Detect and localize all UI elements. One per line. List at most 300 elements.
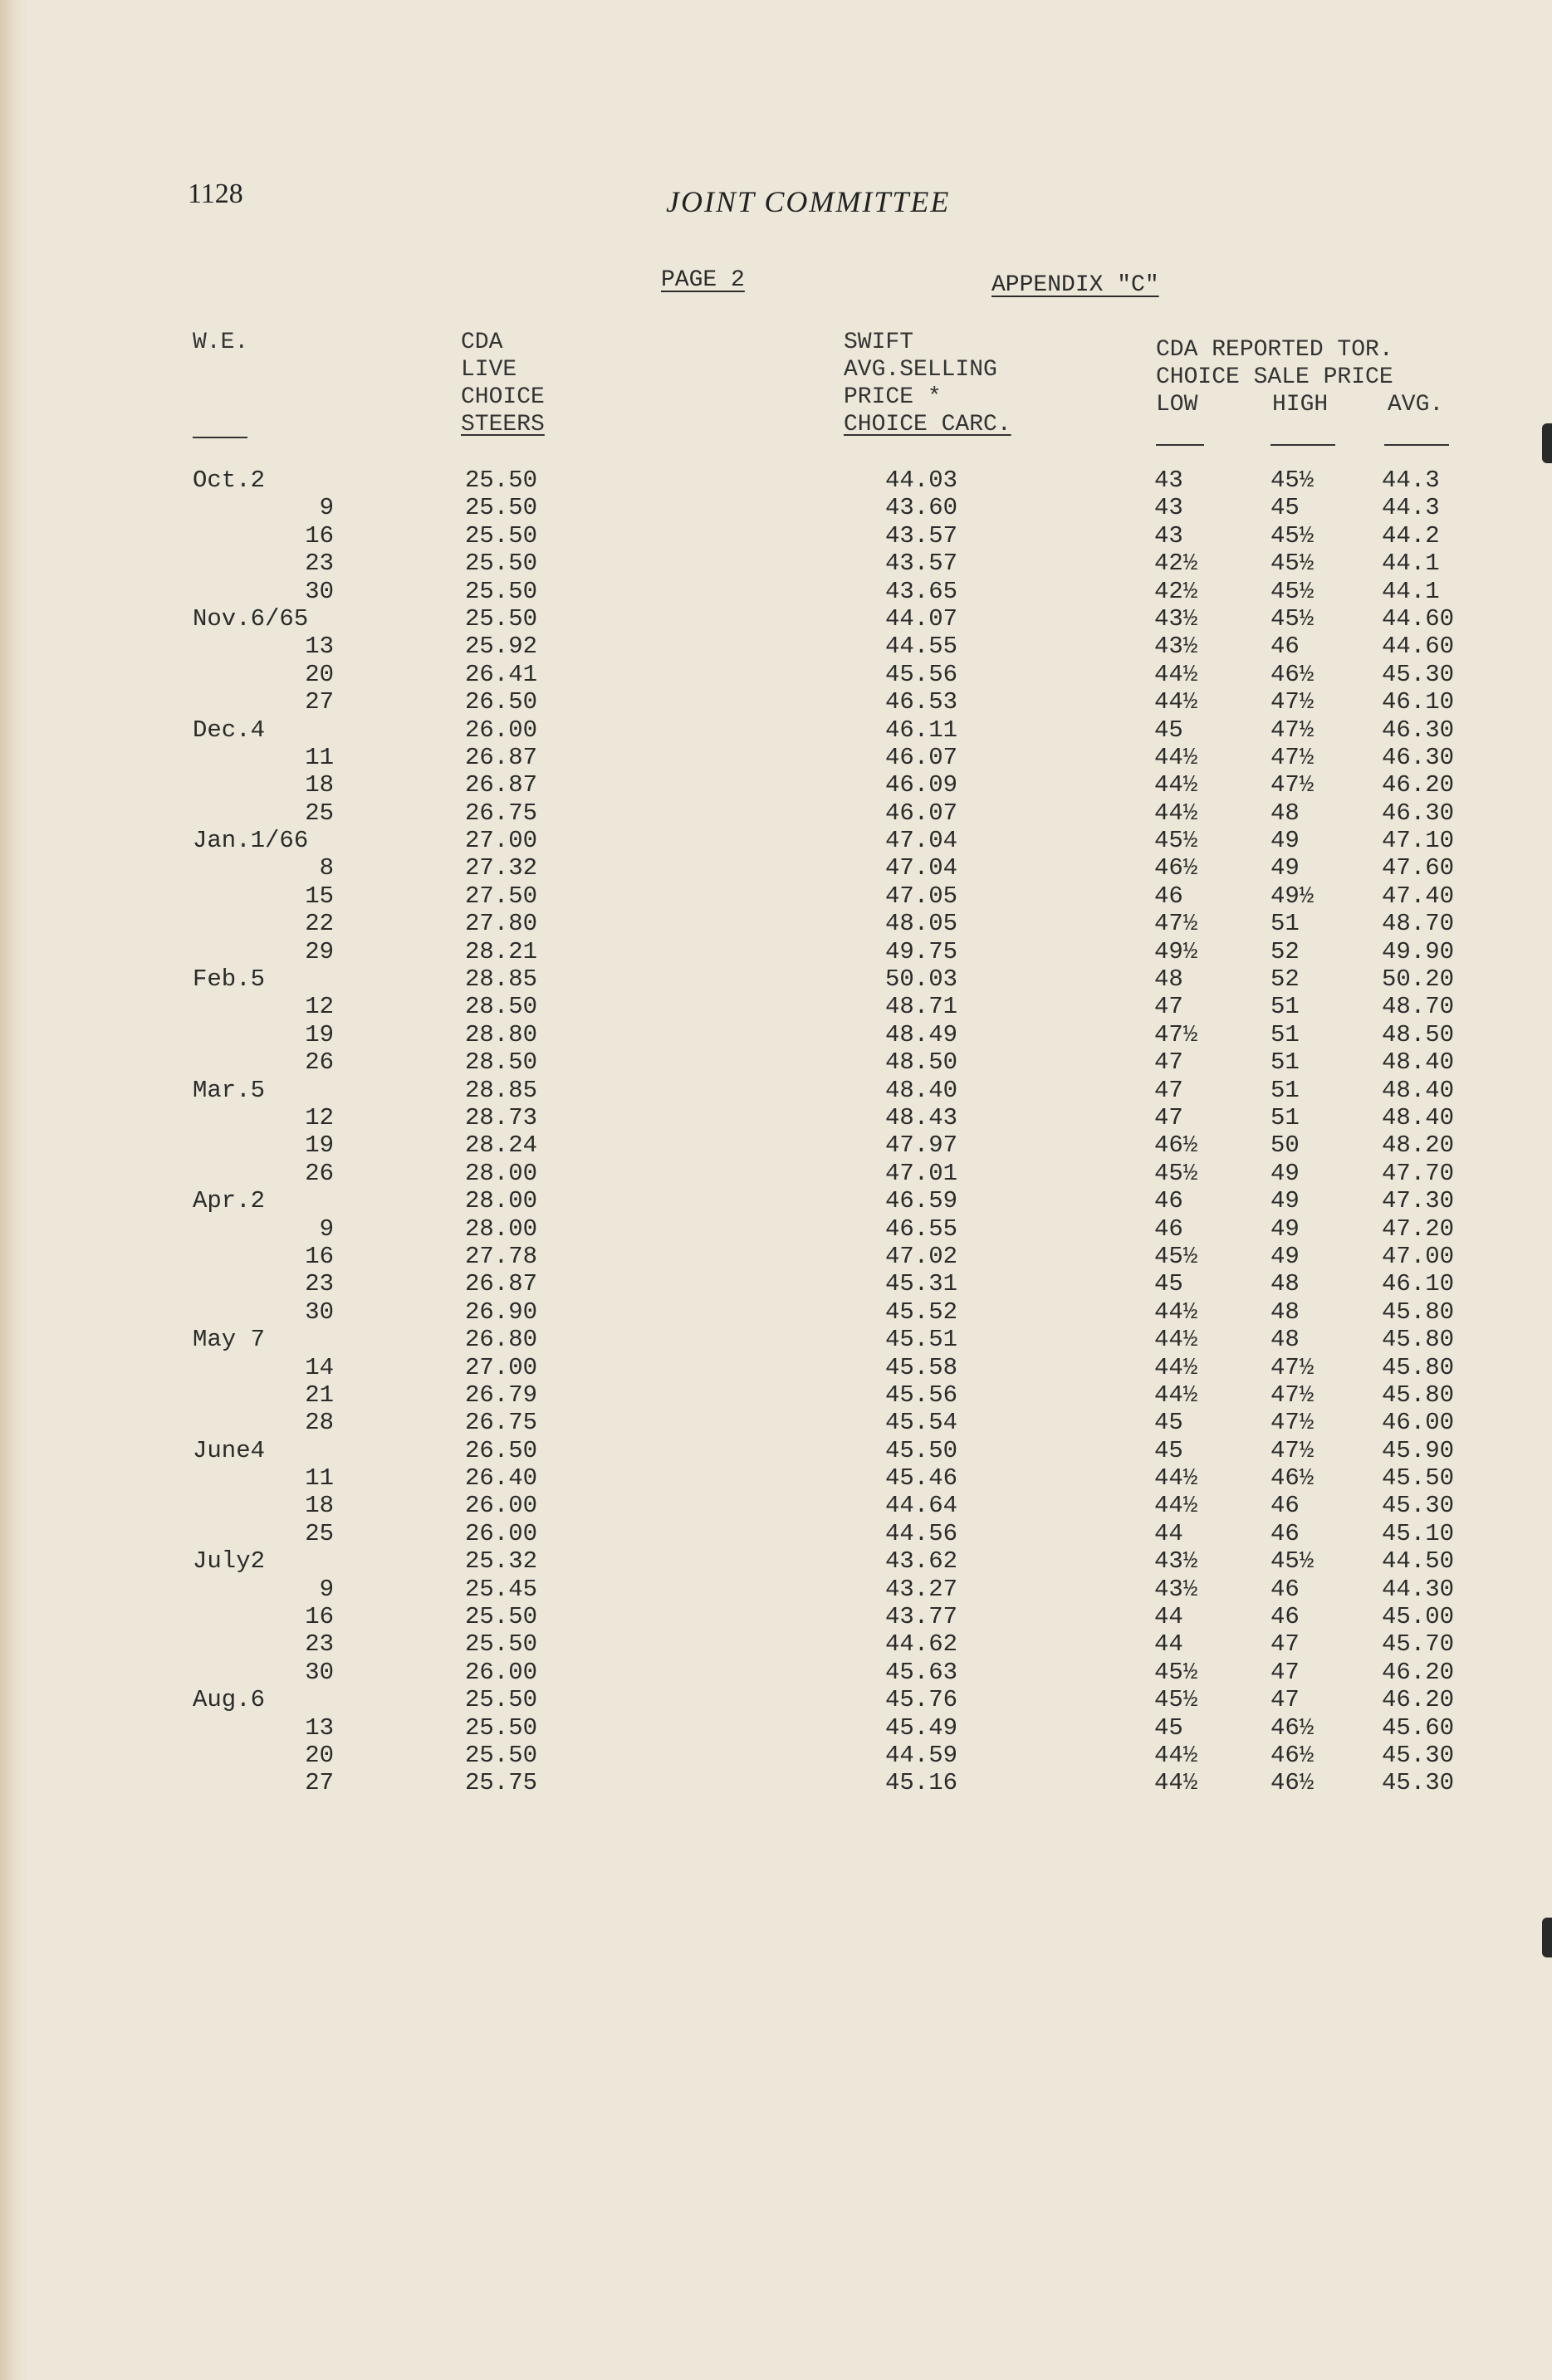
cell-low: 44½ bbox=[1154, 1741, 1198, 1769]
cell-cda: 26.00 bbox=[465, 716, 538, 744]
cell-we: 16 bbox=[305, 1603, 334, 1631]
cell-cda: 25.50 bbox=[465, 521, 538, 550]
cell-swift: 45.76 bbox=[885, 1686, 958, 1714]
cell-high: 47½ bbox=[1270, 743, 1315, 771]
table-row bbox=[0, 1104, 1552, 1131]
cell-swift: 45.63 bbox=[885, 1658, 958, 1686]
cell-cda: 26.40 bbox=[465, 1464, 538, 1493]
cell-high: 47½ bbox=[1270, 688, 1315, 716]
cell-swift: 48.71 bbox=[885, 993, 958, 1021]
cell-cda: 25.50 bbox=[465, 1686, 538, 1714]
table-row bbox=[0, 1160, 1552, 1187]
cell-swift: 45.54 bbox=[885, 1409, 958, 1437]
cell-cda: 25.45 bbox=[465, 1575, 538, 1603]
table-row bbox=[0, 1131, 1552, 1159]
table-row bbox=[0, 1243, 1552, 1270]
cell-cda: 25.50 bbox=[465, 1713, 538, 1742]
header-underline bbox=[1384, 444, 1449, 446]
price-table-body bbox=[0, 467, 1552, 1797]
cell-high: 50 bbox=[1270, 1131, 1300, 1160]
cell-cda: 25.50 bbox=[465, 577, 538, 605]
header-line: CHOICE CARC. bbox=[844, 412, 1011, 437]
table-row bbox=[0, 1270, 1552, 1298]
header-underline bbox=[1270, 444, 1335, 446]
cell-we: 11 bbox=[305, 1464, 334, 1493]
cell-cda: 26.50 bbox=[465, 688, 538, 716]
cell-swift: 45.52 bbox=[885, 1298, 958, 1326]
cell-cda: 25.50 bbox=[465, 550, 538, 578]
cell-we: 28 bbox=[305, 1409, 334, 1437]
cell-cda: 28.00 bbox=[465, 1187, 538, 1215]
cell-we: Mar.5 bbox=[193, 1076, 266, 1104]
table-row bbox=[0, 1437, 1552, 1464]
table-row bbox=[0, 633, 1552, 660]
cell-high: 47½ bbox=[1270, 771, 1315, 799]
cell-low: 45½ bbox=[1154, 827, 1198, 855]
cell-low: 44½ bbox=[1154, 1769, 1198, 1797]
cell-avg: 46.10 bbox=[1382, 1270, 1455, 1298]
column-header-we: W.E. bbox=[193, 330, 249, 355]
cell-low: 44½ bbox=[1154, 1353, 1198, 1381]
cell-swift: 44.55 bbox=[885, 633, 958, 661]
cell-we: 30 bbox=[305, 1658, 334, 1686]
cell-swift: 46.07 bbox=[885, 743, 958, 771]
cell-cda: 26.00 bbox=[465, 1658, 538, 1686]
cell-we: 18 bbox=[305, 1492, 334, 1520]
cell-we: 30 bbox=[305, 1298, 334, 1326]
cell-high: 46 bbox=[1270, 1492, 1300, 1520]
cell-avg: 47.30 bbox=[1382, 1187, 1455, 1215]
cell-low: 43½ bbox=[1154, 1547, 1198, 1576]
table-row bbox=[0, 938, 1552, 965]
cell-we: 19 bbox=[305, 1020, 334, 1048]
cell-low: 46½ bbox=[1154, 1131, 1198, 1160]
cell-high: 45½ bbox=[1270, 577, 1315, 605]
cell-we: 19 bbox=[305, 1131, 334, 1160]
cell-avg: 45.30 bbox=[1382, 660, 1455, 688]
table-row bbox=[0, 1630, 1552, 1658]
table-row bbox=[0, 1298, 1552, 1326]
table-row bbox=[0, 1520, 1552, 1547]
cell-low: 47 bbox=[1154, 1048, 1183, 1077]
cell-high: 49 bbox=[1270, 1214, 1300, 1243]
table-row bbox=[0, 1742, 1552, 1769]
table-row bbox=[0, 1077, 1552, 1104]
cell-cda: 26.75 bbox=[465, 1409, 538, 1437]
header-line: PRICE * bbox=[844, 384, 942, 410]
cell-we: 13 bbox=[305, 633, 334, 661]
cell-avg: 48.70 bbox=[1382, 993, 1455, 1021]
cell-cda: 27.00 bbox=[465, 1353, 538, 1381]
cell-low: 44½ bbox=[1154, 1326, 1198, 1354]
cell-high: 49 bbox=[1270, 827, 1300, 855]
cell-swift: 45.16 bbox=[885, 1769, 958, 1797]
cell-swift: 45.58 bbox=[885, 1353, 958, 1381]
cell-high: 46 bbox=[1270, 1575, 1300, 1603]
cell-avg: 50.20 bbox=[1382, 965, 1455, 994]
cell-low: 44 bbox=[1154, 1603, 1183, 1631]
cell-cda: 25.50 bbox=[465, 604, 538, 633]
cell-low: 47½ bbox=[1154, 910, 1198, 938]
cell-avg: 49.90 bbox=[1382, 937, 1455, 965]
cell-we: 26 bbox=[305, 1159, 334, 1187]
cell-avg: 44.3 bbox=[1382, 467, 1440, 494]
cell-swift: 47.97 bbox=[885, 1131, 958, 1160]
cell-cda: 28.80 bbox=[465, 1020, 538, 1048]
cell-high: 51 bbox=[1270, 993, 1300, 1021]
cell-cda: 27.50 bbox=[465, 882, 538, 910]
cell-avg: 47.10 bbox=[1382, 827, 1455, 855]
cell-swift: 47.04 bbox=[885, 827, 958, 855]
cell-avg: 45.10 bbox=[1382, 1519, 1455, 1547]
cell-low: 47½ bbox=[1154, 1020, 1198, 1048]
cell-low: 45½ bbox=[1154, 1159, 1198, 1187]
cell-swift: 48.49 bbox=[885, 1020, 958, 1048]
cell-high: 47 bbox=[1270, 1630, 1300, 1659]
cell-low: 44½ bbox=[1154, 1298, 1198, 1326]
cell-cda: 26.87 bbox=[465, 771, 538, 799]
table-row bbox=[0, 771, 1552, 799]
cell-we: Feb.5 bbox=[193, 965, 266, 994]
cell-high: 51 bbox=[1270, 1076, 1300, 1104]
cell-cda: 28.00 bbox=[465, 1214, 538, 1243]
header-underline bbox=[1156, 444, 1204, 446]
cell-low: 46½ bbox=[1154, 854, 1198, 882]
cell-avg: 47.00 bbox=[1382, 1242, 1455, 1270]
cell-avg: 47.70 bbox=[1382, 1159, 1455, 1187]
page-number: 1128 bbox=[188, 178, 243, 209]
cell-we: Apr.2 bbox=[193, 1187, 266, 1215]
table-row bbox=[0, 1409, 1552, 1436]
cell-low: 45 bbox=[1154, 1270, 1183, 1298]
table-row bbox=[0, 1686, 1552, 1713]
cell-low: 42½ bbox=[1154, 577, 1198, 605]
table-row bbox=[0, 993, 1552, 1020]
cell-avg: 48.50 bbox=[1382, 1020, 1455, 1048]
cell-low: 43 bbox=[1154, 521, 1183, 550]
cell-high: 46 bbox=[1270, 633, 1300, 661]
cell-avg: 44.1 bbox=[1382, 577, 1440, 605]
cell-cda: 25.32 bbox=[465, 1547, 538, 1576]
cell-swift: 49.75 bbox=[885, 937, 958, 965]
table-row bbox=[0, 1354, 1552, 1381]
cell-swift: 47.05 bbox=[885, 882, 958, 910]
table-row bbox=[0, 882, 1552, 910]
cell-cda: 28.85 bbox=[465, 1076, 538, 1104]
cell-cda: 26.41 bbox=[465, 660, 538, 688]
cell-cda: 27.32 bbox=[465, 854, 538, 882]
cell-avg: 48.40 bbox=[1382, 1076, 1455, 1104]
cell-cda: 25.92 bbox=[465, 633, 538, 661]
running-head: JOINT COMMITTEE bbox=[666, 185, 951, 218]
cell-swift: 48.50 bbox=[885, 1048, 958, 1077]
cell-swift: 46.55 bbox=[885, 1214, 958, 1243]
cell-high: 46½ bbox=[1270, 1769, 1315, 1797]
cell-cda: 28.21 bbox=[465, 937, 538, 965]
cell-high: 48 bbox=[1270, 799, 1300, 827]
cell-avg: 46.30 bbox=[1382, 716, 1455, 744]
cell-avg: 45.80 bbox=[1382, 1353, 1455, 1381]
cell-swift: 46.09 bbox=[885, 771, 958, 799]
cell-cda: 25.50 bbox=[465, 467, 538, 494]
table-row bbox=[0, 578, 1552, 605]
table-row bbox=[0, 744, 1552, 771]
cell-cda: 26.00 bbox=[465, 1519, 538, 1547]
cell-we: 23 bbox=[305, 550, 334, 578]
cell-cda: 25.50 bbox=[465, 1630, 538, 1659]
cell-low: 46 bbox=[1154, 1214, 1183, 1243]
table-row bbox=[0, 1714, 1552, 1742]
cell-swift: 43.57 bbox=[885, 521, 958, 550]
cell-swift: 44.59 bbox=[885, 1741, 958, 1769]
cell-low: 43 bbox=[1154, 467, 1183, 494]
cell-we: 21 bbox=[305, 1381, 334, 1409]
cell-avg: 45.30 bbox=[1382, 1769, 1455, 1797]
cell-high: 47½ bbox=[1270, 1381, 1315, 1409]
cell-swift: 44.03 bbox=[885, 467, 958, 494]
cell-high: 45½ bbox=[1270, 467, 1315, 494]
table-row bbox=[0, 605, 1552, 633]
cell-swift: 46.07 bbox=[885, 799, 958, 827]
cell-we: 16 bbox=[305, 1242, 334, 1270]
cell-swift: 46.11 bbox=[885, 716, 958, 744]
cell-we: 14 bbox=[305, 1353, 334, 1381]
cell-we: 12 bbox=[305, 1103, 334, 1131]
cell-we: 12 bbox=[305, 993, 334, 1021]
cell-swift: 46.59 bbox=[885, 1187, 958, 1215]
cell-avg: 48.20 bbox=[1382, 1131, 1455, 1160]
cell-low: 45 bbox=[1154, 716, 1183, 744]
cell-cda: 26.75 bbox=[465, 799, 538, 827]
table-row bbox=[0, 522, 1552, 550]
table-row bbox=[0, 854, 1552, 882]
cell-we: 26 bbox=[305, 1048, 334, 1077]
cell-low: 46 bbox=[1154, 1187, 1183, 1215]
cell-we: June4 bbox=[193, 1436, 266, 1464]
cell-high: 51 bbox=[1270, 1020, 1300, 1048]
cell-cda: 27.78 bbox=[465, 1242, 538, 1270]
cell-high: 46 bbox=[1270, 1603, 1300, 1631]
cell-we: Jan.1/66 bbox=[193, 827, 309, 855]
cell-we: Dec.4 bbox=[193, 716, 266, 744]
cell-avg: 44.30 bbox=[1382, 1575, 1455, 1603]
cell-low: 45½ bbox=[1154, 1686, 1198, 1714]
cell-swift: 46.53 bbox=[885, 688, 958, 716]
cell-cda: 27.00 bbox=[465, 827, 538, 855]
cell-we: 9 bbox=[319, 1575, 334, 1603]
cell-we: Aug.6 bbox=[193, 1686, 266, 1714]
cell-low: 49½ bbox=[1154, 937, 1198, 965]
appendix-label: APPENDIX "C" bbox=[991, 272, 1159, 298]
table-row bbox=[0, 1603, 1552, 1630]
cell-high: 52 bbox=[1270, 965, 1300, 994]
cell-high: 49½ bbox=[1270, 882, 1315, 910]
table-row bbox=[0, 1187, 1552, 1214]
table-row bbox=[0, 910, 1552, 937]
cell-cda: 26.50 bbox=[465, 1436, 538, 1464]
cell-cda: 26.87 bbox=[465, 743, 538, 771]
cell-avg: 47.40 bbox=[1382, 882, 1455, 910]
cell-high: 51 bbox=[1270, 910, 1300, 938]
cell-swift: 48.40 bbox=[885, 1076, 958, 1104]
cell-high: 46½ bbox=[1270, 1464, 1315, 1493]
page-label: PAGE 2 bbox=[661, 267, 745, 293]
cell-avg: 45.80 bbox=[1382, 1298, 1455, 1326]
cell-cda: 26.90 bbox=[465, 1298, 538, 1326]
cell-cda: 25.50 bbox=[465, 494, 538, 522]
table-row bbox=[0, 799, 1552, 827]
cell-low: 46 bbox=[1154, 882, 1183, 910]
cell-high: 46 bbox=[1270, 1519, 1300, 1547]
cell-avg: 44.3 bbox=[1382, 494, 1440, 522]
table-row bbox=[0, 1381, 1552, 1409]
cell-low: 44½ bbox=[1154, 688, 1198, 716]
cell-avg: 48.40 bbox=[1382, 1103, 1455, 1131]
cell-high: 51 bbox=[1270, 1103, 1300, 1131]
header-line: AVG.SELLING bbox=[844, 357, 997, 383]
cell-we: May 7 bbox=[193, 1326, 266, 1354]
cell-swift: 43.60 bbox=[885, 494, 958, 522]
cell-cda: 28.50 bbox=[465, 993, 538, 1021]
cell-avg: 47.20 bbox=[1382, 1214, 1455, 1243]
cell-low: 45½ bbox=[1154, 1658, 1198, 1686]
cell-avg: 46.30 bbox=[1382, 743, 1455, 771]
cell-we: 8 bbox=[319, 854, 334, 882]
table-row bbox=[0, 1021, 1552, 1048]
column-header-cda-reported bbox=[1156, 336, 1393, 391]
cell-cda: 28.50 bbox=[465, 1048, 538, 1077]
cell-high: 46½ bbox=[1270, 1741, 1315, 1769]
cell-avg: 45.60 bbox=[1382, 1713, 1455, 1742]
cell-low: 44½ bbox=[1154, 1381, 1198, 1409]
cell-swift: 47.02 bbox=[885, 1242, 958, 1270]
cell-swift: 47.01 bbox=[885, 1159, 958, 1187]
cell-avg: 46.10 bbox=[1382, 688, 1455, 716]
cell-low: 44½ bbox=[1154, 1464, 1198, 1493]
cell-avg: 44.50 bbox=[1382, 1547, 1455, 1576]
cell-swift: 44.64 bbox=[885, 1492, 958, 1520]
cell-swift: 43.65 bbox=[885, 577, 958, 605]
cell-swift: 48.43 bbox=[885, 1103, 958, 1131]
cell-avg: 44.2 bbox=[1382, 521, 1440, 550]
cell-swift: 45.56 bbox=[885, 1381, 958, 1409]
cell-cda: 27.80 bbox=[465, 910, 538, 938]
cell-swift: 44.07 bbox=[885, 604, 958, 633]
cell-cda: 25.50 bbox=[465, 1603, 538, 1631]
cell-we: 29 bbox=[305, 937, 334, 965]
table-row bbox=[0, 965, 1552, 993]
cell-we: 27 bbox=[305, 688, 334, 716]
cell-cda: 28.73 bbox=[465, 1103, 538, 1131]
cell-low: 47 bbox=[1154, 1103, 1183, 1131]
table-row bbox=[0, 688, 1552, 716]
table-row bbox=[0, 467, 1552, 494]
table-row bbox=[0, 1547, 1552, 1575]
cell-high: 47½ bbox=[1270, 1409, 1315, 1437]
cell-swift: 44.62 bbox=[885, 1630, 958, 1659]
cell-high: 47 bbox=[1270, 1686, 1300, 1714]
cell-high: 51 bbox=[1270, 1048, 1300, 1077]
header-line: CHOICE SALE PRICE bbox=[1156, 364, 1393, 390]
cell-avg: 44.1 bbox=[1382, 550, 1440, 578]
table-row bbox=[0, 1659, 1552, 1686]
table-row bbox=[0, 1215, 1552, 1243]
cell-avg: 48.40 bbox=[1382, 1048, 1455, 1077]
cell-avg: 45.50 bbox=[1382, 1464, 1455, 1493]
column-header-cda-live-choice-steers bbox=[461, 329, 545, 438]
cell-we: 25 bbox=[305, 799, 334, 827]
table-row bbox=[0, 1048, 1552, 1076]
cell-we: 23 bbox=[305, 1270, 334, 1298]
cell-swift: 44.56 bbox=[885, 1519, 958, 1547]
cell-low: 43½ bbox=[1154, 1575, 1198, 1603]
table-row bbox=[0, 1326, 1552, 1353]
cell-avg: 46.30 bbox=[1382, 799, 1455, 827]
cell-we: 27 bbox=[305, 1769, 334, 1797]
table-row bbox=[0, 494, 1552, 521]
table-row bbox=[0, 550, 1552, 577]
cell-high: 47½ bbox=[1270, 716, 1315, 744]
cell-high: 47 bbox=[1270, 1658, 1300, 1686]
cell-high: 45½ bbox=[1270, 521, 1315, 550]
cell-avg: 45.80 bbox=[1382, 1381, 1455, 1409]
table-row bbox=[0, 827, 1552, 854]
column-header-high: HIGH bbox=[1272, 392, 1329, 418]
cell-we: 22 bbox=[305, 910, 334, 938]
cell-we: 16 bbox=[305, 521, 334, 550]
cell-high: 47½ bbox=[1270, 1436, 1315, 1464]
cell-avg: 45.00 bbox=[1382, 1603, 1455, 1631]
cell-low: 45 bbox=[1154, 1436, 1183, 1464]
cell-high: 48 bbox=[1270, 1298, 1300, 1326]
cell-avg: 44.60 bbox=[1382, 633, 1455, 661]
cell-swift: 47.04 bbox=[885, 854, 958, 882]
cell-we: 9 bbox=[319, 1214, 334, 1243]
cell-swift: 43.77 bbox=[885, 1603, 958, 1631]
header-line: CDA REPORTED TOR. bbox=[1156, 337, 1393, 363]
cell-avg: 46.00 bbox=[1382, 1409, 1455, 1437]
cell-we: 25 bbox=[305, 1519, 334, 1547]
cell-cda: 28.24 bbox=[465, 1131, 538, 1160]
cell-high: 46½ bbox=[1270, 1713, 1315, 1742]
cell-swift: 45.31 bbox=[885, 1270, 958, 1298]
cell-we: 11 bbox=[305, 743, 334, 771]
header-line: SWIFT bbox=[844, 330, 914, 355]
cell-avg: 44.60 bbox=[1382, 604, 1455, 633]
cell-swift: 45.46 bbox=[885, 1464, 958, 1493]
cell-cda: 28.85 bbox=[465, 965, 538, 994]
cell-swift: 43.57 bbox=[885, 550, 958, 578]
cell-low: 43 bbox=[1154, 494, 1183, 522]
table-row bbox=[0, 1492, 1552, 1519]
cell-swift: 50.03 bbox=[885, 965, 958, 994]
cell-high: 49 bbox=[1270, 1187, 1300, 1215]
cell-high: 48 bbox=[1270, 1270, 1300, 1298]
cell-high: 49 bbox=[1270, 1242, 1300, 1270]
cell-swift: 45.56 bbox=[885, 660, 958, 688]
column-header-low: LOW bbox=[1156, 392, 1198, 418]
cell-high: 48 bbox=[1270, 1326, 1300, 1354]
cell-cda: 25.50 bbox=[465, 1741, 538, 1769]
cell-avg: 46.20 bbox=[1382, 771, 1455, 799]
table-row bbox=[0, 1769, 1552, 1796]
column-header-swift-avg-selling-price bbox=[844, 329, 1011, 438]
cell-we: Nov.6/65 bbox=[193, 604, 309, 633]
cell-low: 45 bbox=[1154, 1713, 1183, 1742]
cell-we: 18 bbox=[305, 771, 334, 799]
header-line: CDA bbox=[461, 330, 503, 355]
cell-avg: 46.20 bbox=[1382, 1686, 1455, 1714]
